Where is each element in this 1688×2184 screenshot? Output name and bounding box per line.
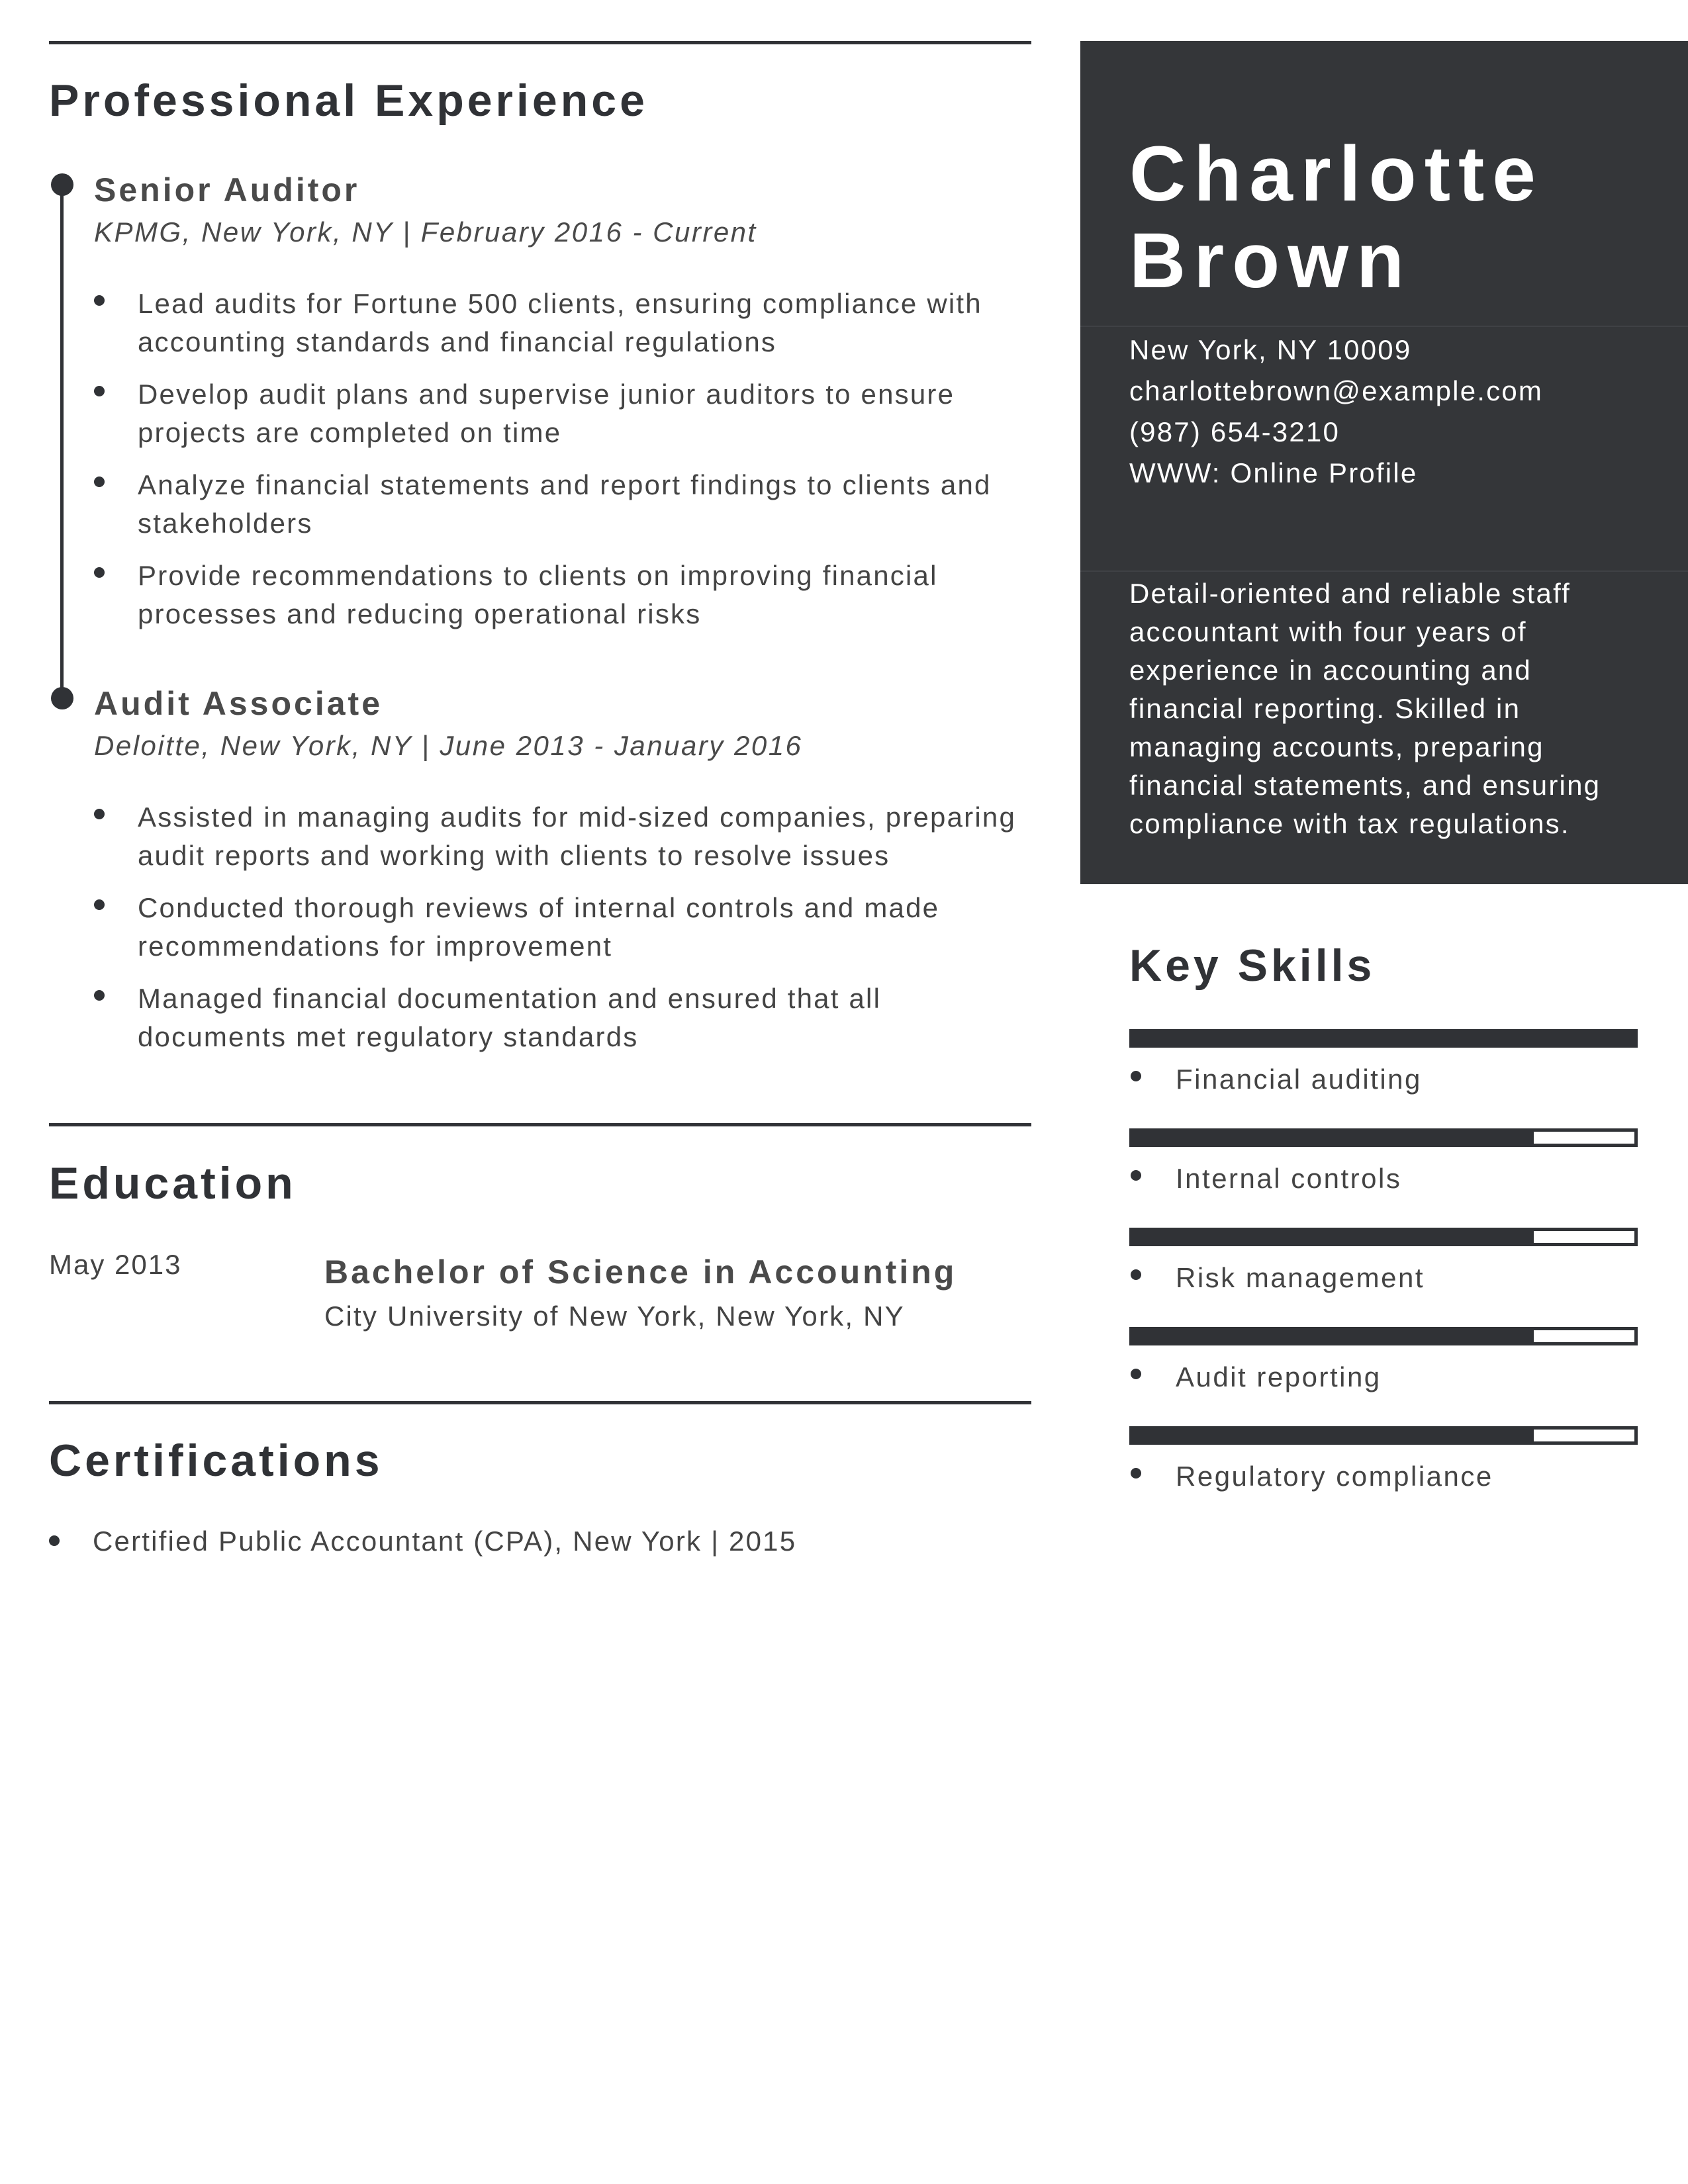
timeline-line <box>60 185 64 698</box>
contact-phone: (987) 654-3210 <box>1129 416 1340 447</box>
job-meta: Deloitte, New York, NY | June 2013 - January 2016 <box>94 730 803 761</box>
contact-address: New York, NY 10009 <box>1129 334 1412 365</box>
timeline-dot <box>51 173 73 196</box>
profile-sidebar <box>1080 41 1688 884</box>
bullet-text: Analyze financial statements and report findings to clients and stakeholders <box>138 469 992 539</box>
skill-level-bar <box>1129 1327 1638 1345</box>
candidate-name <box>1129 131 1544 304</box>
skill-level-bar <box>1129 1128 1638 1147</box>
certification-item: Certified Public Accountant (CPA), New York | 2015 <box>93 1525 797 1557</box>
job-meta: KPMG, New York, NY | February 2016 - Current <box>94 216 757 248</box>
bullet-icon <box>94 477 105 487</box>
bullet-icon <box>49 1535 60 1546</box>
education-school: City University of New York, New York, NY <box>324 1300 905 1332</box>
bullet-icon <box>94 809 105 819</box>
experience-heading: Professional Experience <box>49 75 648 126</box>
bullet-icon <box>1131 1369 1141 1379</box>
education-date: May 2013 <box>49 1249 182 1280</box>
skill-label: Risk management <box>1176 1262 1425 1293</box>
contact-website[interactable]: WWW: Online Profile <box>1129 457 1418 488</box>
bullet-icon <box>1131 1170 1141 1181</box>
education-heading: Education <box>49 1158 297 1208</box>
bullet-icon <box>94 295 105 306</box>
skill-level-bar <box>1129 1228 1638 1246</box>
skill-level-bar <box>1129 1029 1638 1048</box>
skill-level-fill <box>1133 1430 1534 1441</box>
skill-level-fill <box>1133 1132 1534 1144</box>
education-degree: Bachelor of Science in Accounting <box>324 1253 957 1291</box>
skill-label: Financial auditing <box>1176 1064 1422 1095</box>
contact-email[interactable]: charlottebrown@example.com <box>1129 375 1544 406</box>
bullet-icon <box>94 386 105 396</box>
section-divider <box>49 1123 1031 1126</box>
last-name: Brown <box>1129 217 1413 304</box>
skill-level-bar <box>1129 1426 1638 1445</box>
bullet-text: Managed financial documentation and ensured that all documents met regulatory standards <box>138 983 882 1052</box>
bullet-text: Lead audits for Fortune 500 clients, ensuring compliance with accounting standards and financial regulations <box>138 288 982 357</box>
skill-label: Audit reporting <box>1176 1361 1382 1392</box>
certifications-heading: Certifications <box>49 1435 383 1486</box>
first-name: Charlotte <box>1129 130 1544 218</box>
bullet-icon <box>1131 1468 1141 1479</box>
bullet-text: Assisted in managing audits for mid-sized companies, preparing audit reports and working with clients to resolve issues <box>138 801 1017 871</box>
skills-heading: Key Skills <box>1129 940 1376 991</box>
bullet-icon <box>1131 1071 1141 1081</box>
skill-label: Internal controls <box>1176 1163 1402 1194</box>
section-divider <box>49 41 1031 44</box>
sidebar-divider <box>1080 326 1688 327</box>
job-title: Audit Associate <box>94 685 383 722</box>
skill-level-fill <box>1133 1231 1534 1243</box>
bullet-text: Conducted thorough reviews of internal controls and made recommendations for improvement <box>138 892 940 962</box>
bullet-icon <box>94 567 105 578</box>
bullet-icon <box>94 990 105 1001</box>
bullet-icon <box>94 899 105 910</box>
sidebar-divider <box>1080 570 1688 572</box>
skill-label: Regulatory compliance <box>1176 1461 1493 1492</box>
section-divider <box>49 1401 1031 1404</box>
bullet-text: Provide recommendations to clients on improving financial processes and reducing operational risks <box>138 560 938 629</box>
profile-summary: Detail-oriented and reliable staff accountant with four years of experience in accounting and financial reporting. Skilled in managing accounts, preparing financial statements, and ensuring compliance with tax regulations. <box>1129 578 1601 839</box>
timeline-dot <box>51 687 73 709</box>
bullet-icon <box>1131 1269 1141 1280</box>
job-title: Senior Auditor <box>94 171 360 208</box>
skill-level-fill <box>1133 1330 1534 1342</box>
bullet-text: Develop audit plans and supervise junior auditors to ensure projects are completed on time <box>138 379 955 448</box>
skill-level-fill <box>1133 1032 1634 1044</box>
